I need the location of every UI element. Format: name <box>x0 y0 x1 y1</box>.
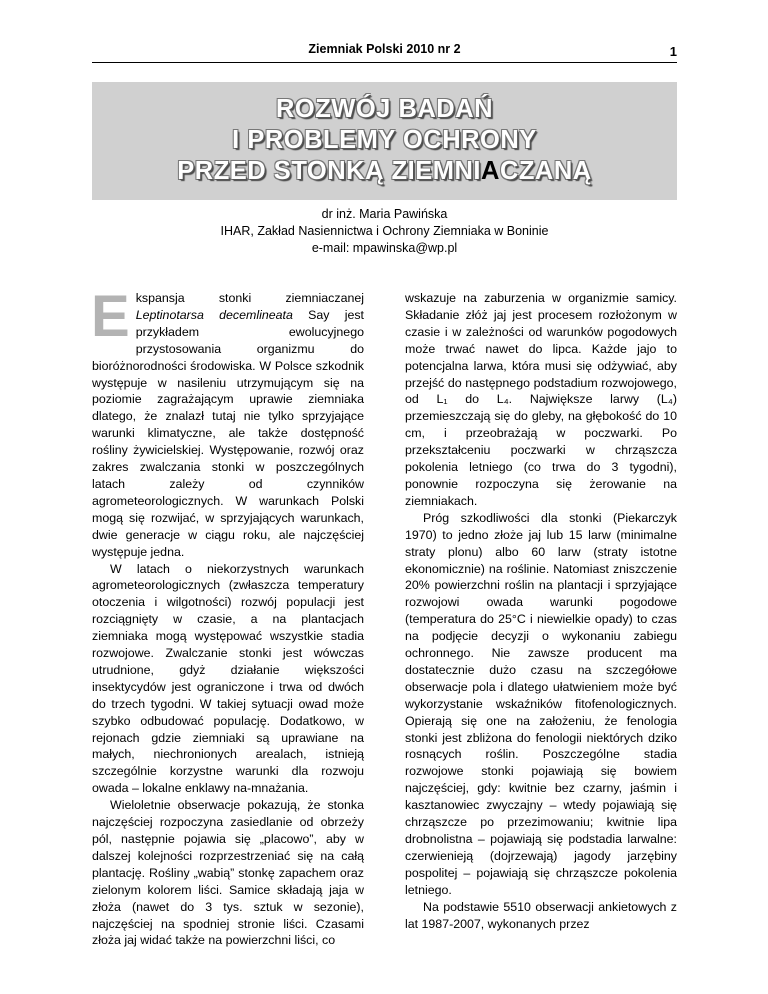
title-highlight-letter: A <box>481 157 500 185</box>
paragraph-4: wskazuje na zaburzenia w organizmie samicy. Składanie złóż jaj jest procesem rozłożonym w czasie i w zależności od warunków pogodowych może trwać nawet do lipca. Każde jajo to potencjalna larwa, która musi się odżywiać, aby przejść do następnego podstadium rozwojowego, od L₁ do L₄. Największe larwy (L₄) przemieszczają się do gleby, na głębokość do 10 cm, i przeobrażają w poczwarki. Po przekształceniu poczwarki w chrząszcza pokolenia letniego (co trwa do 3 tygodni), ponownie rozpoczyna się żerowanie na ziemniakach. <box>405 291 677 508</box>
text-column-right <box>405 290 677 932</box>
page-number: 1 <box>669 44 677 59</box>
running-header <box>92 38 677 63</box>
author-name: dr inż. Maria Pawińska <box>321 207 448 221</box>
title-line-3-end: CZANĄ <box>499 157 592 185</box>
title-line-2: I PROBLEMY OCHRONY <box>232 126 537 154</box>
author-block <box>92 206 677 257</box>
journal-name: Ziemniak Polski 2010 nr 2 <box>308 42 461 56</box>
title-line-3 <box>92 156 677 187</box>
title-line-3-start: PRZED STONKĄ ZIEMNI <box>177 157 482 185</box>
paragraph-5: Próg szkodliwości dla stonki (Piekarczyk 1970) to jedno złoże jaj lub 15 larw (minimalne straty plonu) albo 60 larw (straty istotne ekonomicznie) na roślinie. Natomiast zniszczenie 20% powierzchni roślin na plantacji i sprzyjające rozwojowi owada warunki pogodowe (temperatura do 25°C i niewielkie opady) to czas na podjęcie decyzji o wykonaniu zabiegu ochronnego. Nie zawsze producent ma dostatecznie dużo czasu na szczegółowe obserwacje pola i dlatego ułatwieniem może być wykorzystanie wskaźników fitofenologicznych. Opierają się one na założeniu, że fenologia stonki jest zbliżona do fenologii niektórych dziko rosnących roślin. Poszczególne stadia rozwojowe stonki pojawiają się bowiem najczęściej, gdy: kwitnie bez czarny, jaśmin i kasztanowiec zwyczajny – wtedy pojawiają się chrząszcze po przezimowaniu; kwitnie lipa drobnolistna – pojawiają się podstadia larwalne: czerwienieją (dojrzewają) jagody jarzębiny pospolitej – pojawiają się chrząszcze pokolenia letniego. <box>405 510 677 897</box>
paragraph-1-rest: Say jest przykładem ewolucyjnego przystosowania organizmu do bioróżnorodności środowiska. W Polsce szkodnik występuje w nasileniu utrzymującym się na poziomie zagrażającym uprawie ziemniaka dlatego, że znalazł tutaj nie tylko sprzyjające warunki klimatyczne, ale także dostępność rośliny żywicielskiej. Występowanie, rozwój oraz zakres zwalczania stonki w poszczególnych latach zależy od czynników agrometeorologicznych. W warunkach Polski mogą się rozwijać, w sprzyjających warunkach, dwie generacje w ciągu roku, ale najczęściej występuje jedna. <box>92 307 364 559</box>
author-email: e-mail: mpawinska@wp.pl <box>311 241 458 255</box>
text-column-left <box>91 284 364 949</box>
author-affiliation: IHAR, Zakład Nasiennictwa i Ochrony Ziemniaka w Boninie <box>220 224 549 238</box>
species-name: Leptinotarsa decemlineata <box>135 307 293 322</box>
paragraph-1 <box>91 284 364 561</box>
paragraph-2: W latach o niekorzystnych warunkach agrometeorologicznych (zwłaszcza temperatury otoczenia i wilgotności) rozwój populacji jest rozciągnięty w czasie, a na plantacjach ziemniaka mogą występować wszystkie stadia rozwojowe. Zwalczanie stonki jest wówczas utrudnione, gdyż działanie większości insektycydów jest ograniczone i trwa od dwóch do trzech tygodni. W takiej sytuacji owad może szybko odbudować populację. Dodatkowo, w rejonach gdzie ziemniaki są uprawiane na małych, niechronionych arealach, istnieją szczególnie korzystne warunki dla rozwoju owada – lokalne enklawy na-mnażania. <box>92 561 364 796</box>
title-line-1: ROZWÓJ BADAŃ <box>275 95 494 123</box>
drop-cap: E <box>91 284 130 349</box>
paragraph-3: Wieloletnie obserwacje pokazują, że stonka najczęściej rozpoczyna zasiedlanie od obrzeży pól, następnie pojawia się „placowo”, aby w dalszej kolejności rozprzestrzeniać się na całą plantację. Rośliny „wabią” stonkę zapachem oraz zielonym kolorem liści. Samice składają jaja w złoża (nawet do 3 tys. sztuk w sezonie), najczęściej na spodniej stronie liści. Czasami złoża jaj widać także na powierzchni liści, co <box>92 798 364 948</box>
paragraph-1-start: kspansja stonki ziemniaczanej <box>135 291 364 305</box>
paragraph-6: Na podstawie 5510 obserwacji ankietowych z lat 1987-2007, wykonanych przez <box>405 899 677 931</box>
title-box <box>92 82 677 200</box>
